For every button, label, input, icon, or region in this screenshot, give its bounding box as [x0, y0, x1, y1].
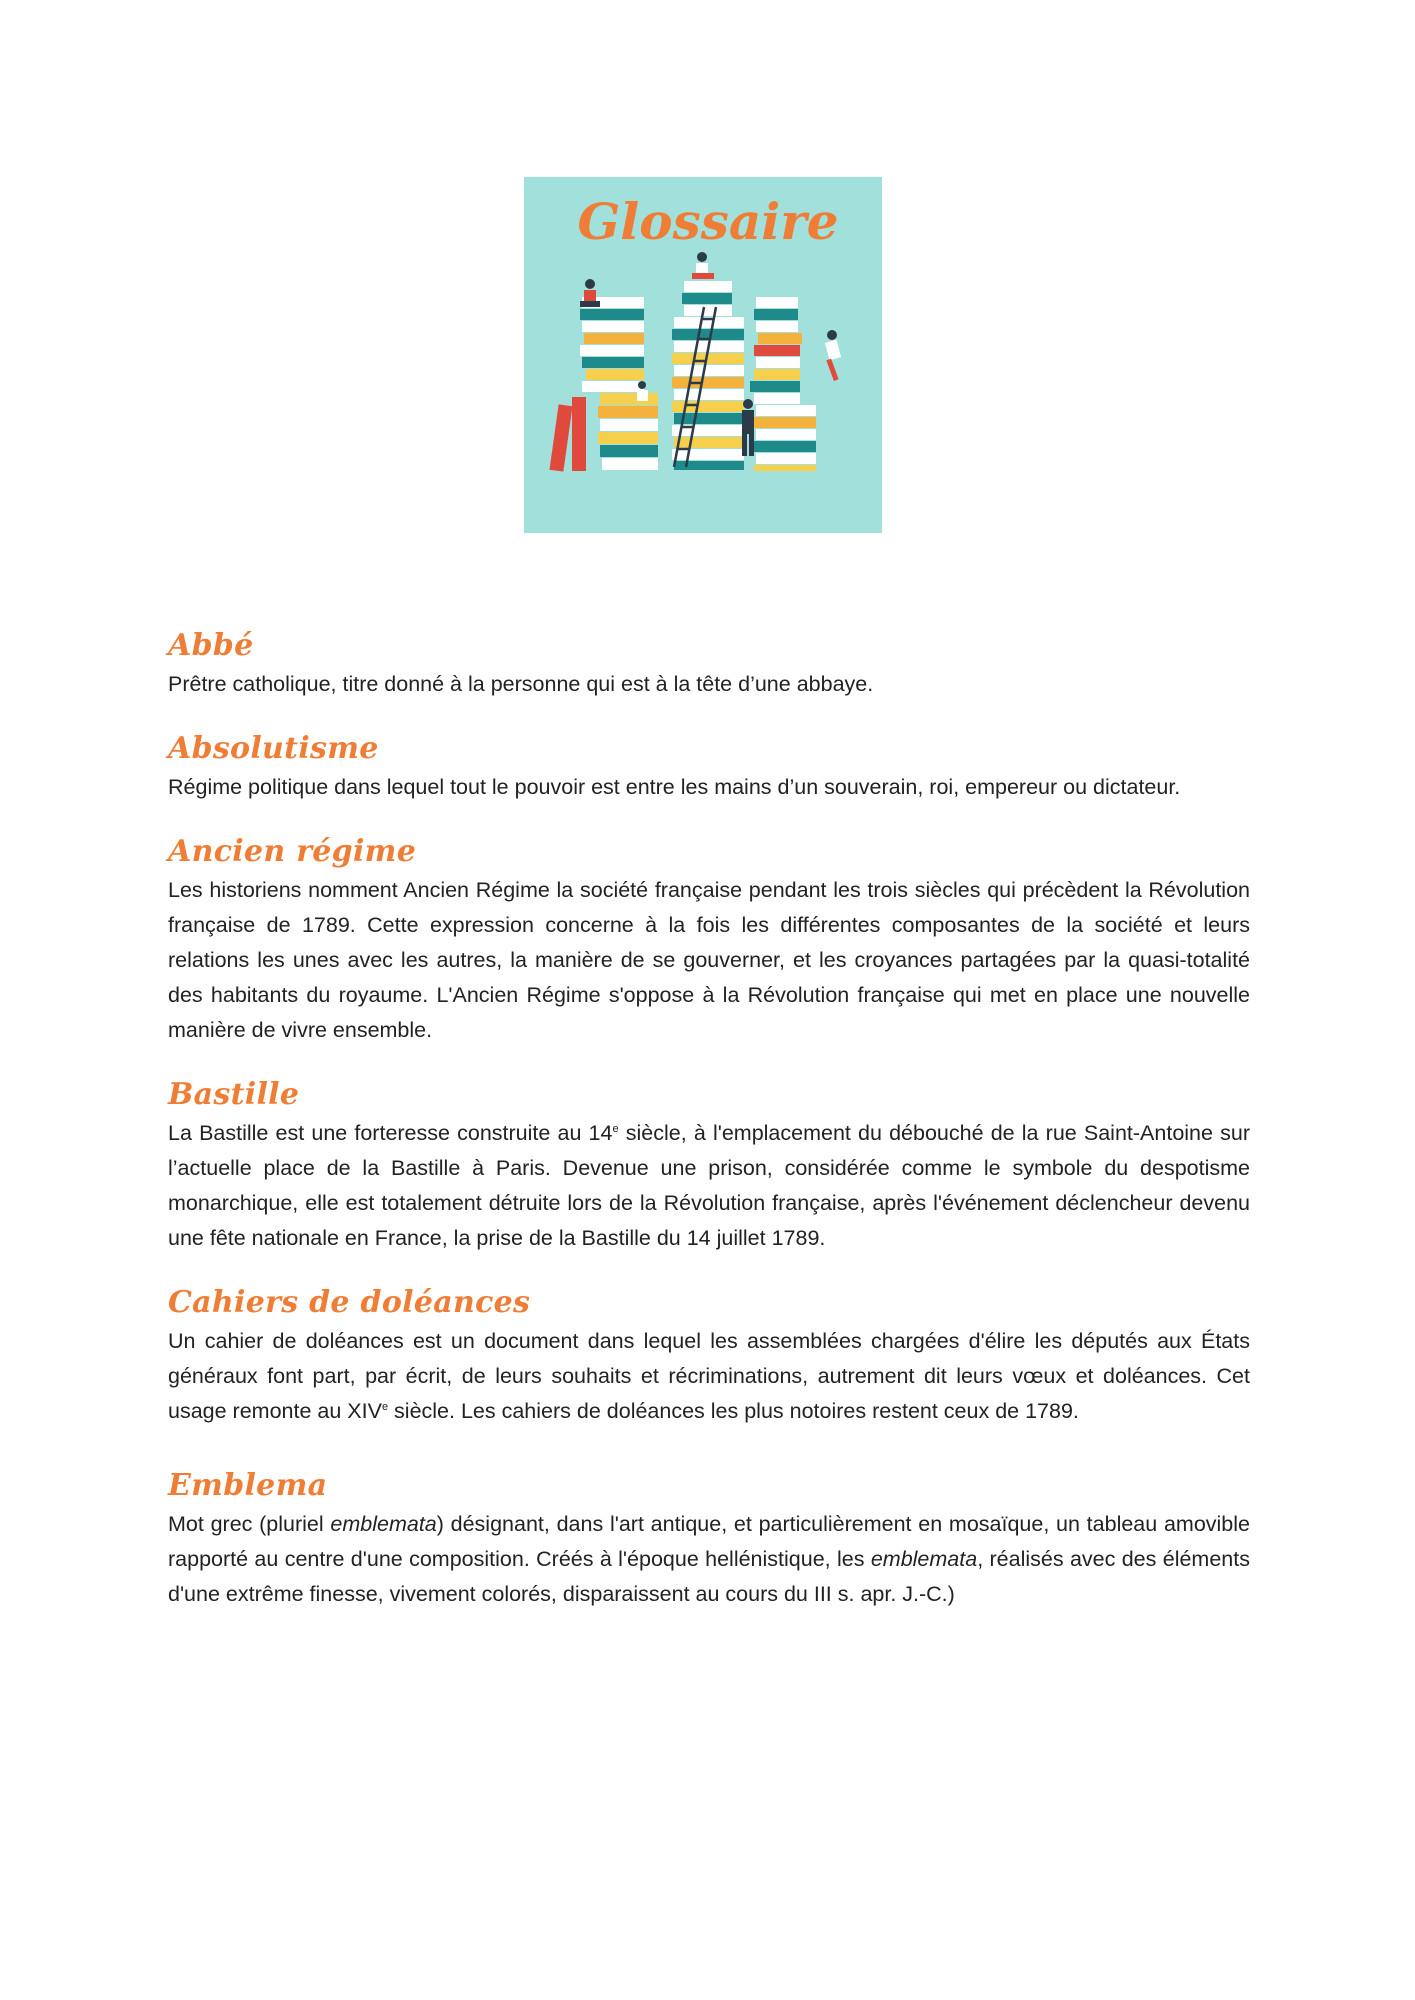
- emphasis-emblemata: emblemata: [330, 1512, 437, 1536]
- definition-cahiers-de-doleances: [168, 1324, 1250, 1429]
- glossary-entry-bastille: [168, 1074, 1250, 1256]
- glossary-entry-absolutisme: [168, 728, 1250, 805]
- definition-ancien-regime: Les historiens nomment Ancien Régime la société française pendant les trois siècles qui précèdent la Révolution française de 1789. Cette expression concerne à la fois les différentes composantes de la société et leurs relations les unes avec les autres, la manière de se gouverner, et les croyances partagées par la quasi-totalité des habitants du royaume. L'Ancien Régime s'oppose à la Révolution française qui met en place une nouvelle manière de vivre ensemble.: [168, 878, 1250, 1042]
- term-cahiers-de-doleances: Cahiers de doléances: [168, 1285, 531, 1320]
- term-ancien-regime: Ancien régime: [168, 834, 417, 869]
- definition-abbe: Prêtre catholique, titre donné à la personne qui est à la tête d’une abbaye.: [168, 672, 874, 696]
- definition-bastille-part-b: siècle, à l'emplacement du débouché de la rue Saint-Antoine sur l’actuelle place de la Bastille à Paris. Devenue une prison, considérée comme le symbole du despotisme monarchique, elle est totalement détruite lors de la Révolution française, après l'événement déclencheur devenu une fête nationale en France, la prise de la Bastille du 14 juillet 1789.: [168, 1121, 1250, 1250]
- term-abbe: Abbé: [168, 628, 254, 663]
- definition-cahiers-part-b: siècle. Les cahiers de doléances les plus notoires restent ceux de 1789.: [388, 1399, 1079, 1423]
- books-illustration: [524, 177, 882, 533]
- glossary-entry-emblema: [168, 1465, 1250, 1612]
- term-bastille: Bastille: [168, 1077, 300, 1112]
- glossary-content: [168, 625, 1250, 1612]
- glossary-cover-illustration: [524, 177, 882, 533]
- definition-absolutisme: Régime politique dans lequel tout le pouvoir est entre les mains d’un souverain, roi, empereur ou dictateur.: [168, 775, 1181, 799]
- emphasis-emblemata: emblemata: [870, 1547, 978, 1571]
- definition-bastille: [168, 1116, 1250, 1256]
- definition-cahiers-part-a: Un cahier de doléances est un document dans lequel les assemblées chargées d'élire les députés aux États généraux font part, par écrit, de leurs souhaits et récriminations, autrement dit leurs vœux et doléances. Cet usage remonte au XIV: [168, 1329, 1250, 1423]
- term-absolutisme: Absolutisme: [168, 731, 379, 766]
- cover-title: Glossaire: [577, 192, 839, 251]
- definition-bastille-part-a: La Bastille est une forteresse construite au 14: [168, 1121, 613, 1145]
- definition-emblema-part-b: ) désignant, dans l'art antique, et particulièrement en mosaïque, un tableau amovible rapporté au centre d'une composition. Créés à l'époque hellénistique, les: [168, 1512, 1250, 1571]
- definition-emblema-part-c: , réalisés avec des éléments d'une extrême finesse, vivement colorés, disparaissent au cours du III s. apr. J.-C.): [168, 1547, 1250, 1606]
- definition-emblema-part-a: Mot grec (pluriel: [168, 1512, 331, 1536]
- glossary-entry-ancien-regime: [168, 831, 1250, 1048]
- superscript-e: e: [612, 1122, 619, 1135]
- glossary-entry-abbe: [168, 625, 1250, 702]
- definition-emblema: [168, 1507, 1250, 1612]
- glossary-entry-cahiers-de-doleances: [168, 1282, 1250, 1429]
- term-emblema: Emblema: [168, 1468, 328, 1503]
- superscript-e: e: [381, 1400, 389, 1413]
